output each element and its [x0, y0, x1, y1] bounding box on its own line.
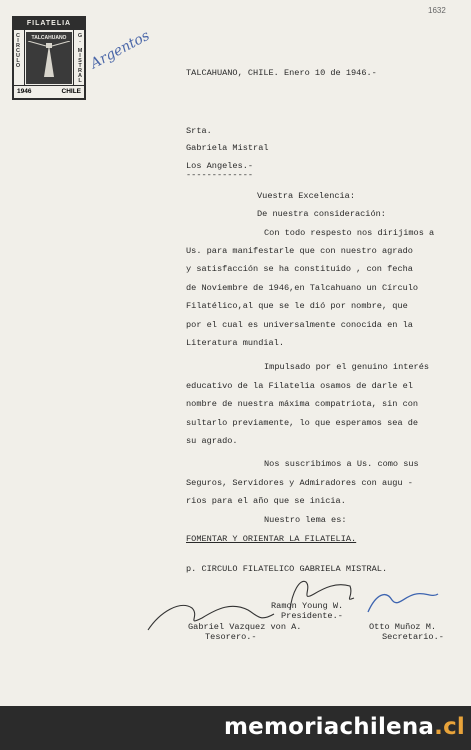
- body-line: y satisfacción se ha constituido , con fecha: [186, 264, 413, 274]
- president-title: Presidente.-: [281, 611, 343, 621]
- salutation: Vuestra Excelencia:: [257, 191, 355, 201]
- body-line: por el cual es universalmente conocida en la: [186, 320, 413, 330]
- salutation-2: De nuestra consideración:: [257, 209, 386, 219]
- site-logo-suffix: .cl: [434, 714, 465, 740]
- treasurer-name: Gabriel Vazquez von A.: [188, 622, 302, 632]
- body2-line: educativo de la Filatelia osamos de darle el: [186, 381, 413, 391]
- body2-line: Impulsado por el genuino interés: [264, 362, 430, 372]
- secretary-name: Otto Muñoz M.: [369, 622, 437, 632]
- secretary-title: Secretario.-: [382, 632, 444, 642]
- stamp-top-text: FILATELIA: [14, 18, 84, 30]
- stamp-country: CHILE: [61, 88, 81, 95]
- president-name: Ramon Young W.: [271, 601, 344, 611]
- footer-bar: [0, 706, 471, 750]
- stamp-left-text: CIRCULO: [15, 33, 21, 68]
- stamp-center-text: TALCAHUANO: [31, 35, 67, 41]
- addressee-rule: -------------: [186, 170, 254, 180]
- stamp-bottom: [14, 85, 84, 98]
- margin-note-handwritten: Argentos: [88, 27, 153, 73]
- club-stamp: [12, 16, 86, 100]
- addressee-line-3: Los Angeles.-: [186, 161, 254, 171]
- site-logo[interactable]: [224, 714, 465, 740]
- body2-line: su agrado.: [186, 436, 238, 446]
- stamp-emblem: [26, 32, 72, 84]
- archive-number: 1632: [428, 6, 446, 15]
- body-line: Con todo respesto nos dirijimos a: [264, 228, 435, 238]
- body2-line: nombre de nuestra máxima compatriota, sin con: [186, 399, 419, 409]
- site-logo-main: memoriachilena: [223, 714, 435, 740]
- body2-line: sultarlo previamente, lo que esperamos sea de: [186, 418, 419, 428]
- signoff: p. CIRCULO FILATELICO GABRIELA MISTRAL.: [186, 564, 388, 574]
- stamp-year: 1946: [17, 88, 32, 95]
- body3-line: rios para el año que se inicia.: [186, 496, 346, 506]
- motto: FOMENTAR Y ORIENTAR LA FILATELIA.: [186, 534, 357, 544]
- body3-line: Nos suscribimos a Us. como sus: [264, 459, 419, 469]
- addressee-line-2: Gabriela Mistral: [186, 143, 269, 153]
- body3-line: Seguros, Servidores y Admiradores con augu -: [186, 478, 413, 488]
- motto-intro: Nuestro lema es:: [264, 515, 347, 525]
- body-line: Us. para manifestarle que con nuestro agrado: [186, 246, 413, 256]
- addressee-line-1: Srta.: [186, 126, 212, 136]
- place-date: TALCAHUANO, CHILE. Enero 10 de 1946.-: [186, 68, 377, 78]
- stamp-right-text: G. MISTRAL: [77, 33, 83, 83]
- body-line: Filatélico,al que se le dió por nombre, que: [186, 301, 408, 311]
- body-line: Literatura mundial.: [186, 338, 284, 348]
- treasurer-title: Tesorero.-: [205, 632, 257, 642]
- body-line: de Noviembre de 1946,en Talcahuano un Círculo: [186, 283, 419, 293]
- stamp-lighthouse-icon: [26, 41, 72, 81]
